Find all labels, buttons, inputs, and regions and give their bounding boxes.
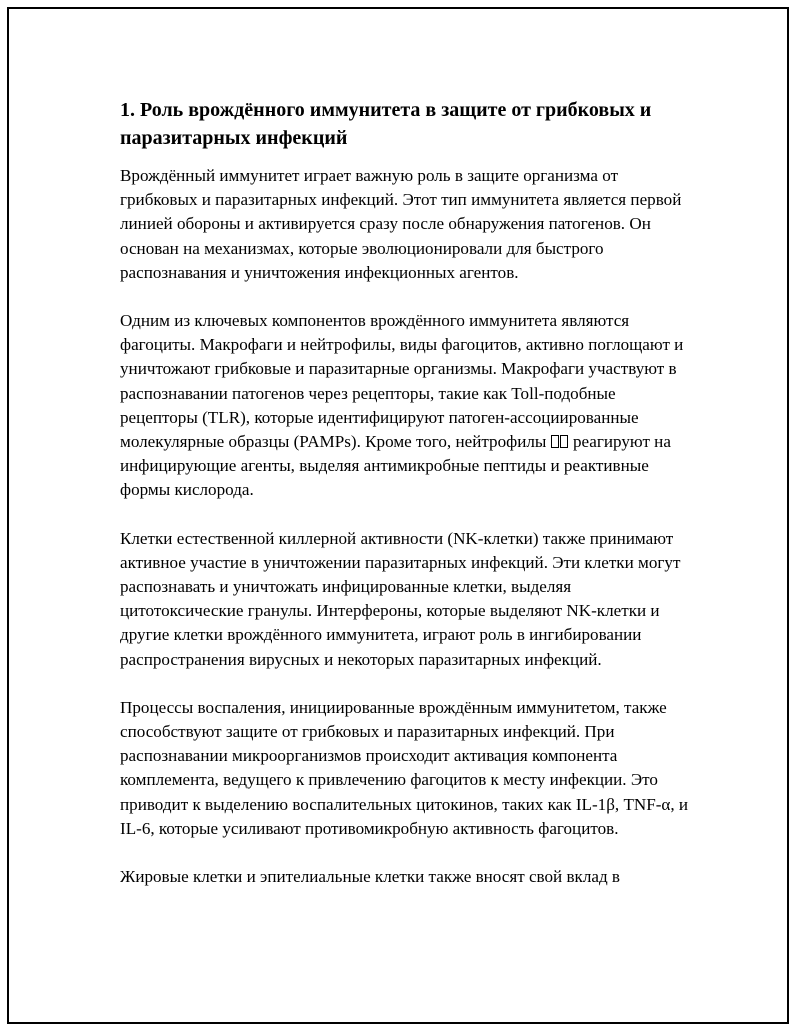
- document-content: [120, 96, 695, 913]
- paragraph-inflammation: Процессы воспаления, инициированные врождённым иммунитетом, также способствуют защите от грибковых и паразитарных инфекций. При распознавании микроорганизмов происходит активация компонента комплемента, ведущего к привлечению фагоцитов к месту инфекции. Это приводит к выделению воспалительных цитокинов, таких как IL-1β, TNF-α, и IL-6, которые усиливают противомикробную активность фагоцитов.: [120, 697, 689, 838]
- paragraph-fat-epithelial: Жировые клетки и эпителиальные клетки также вносят свой вклад в: [120, 867, 621, 887]
- missing-glyph-icon: [560, 435, 568, 448]
- paragraph-nk-cells: Клетки естественной киллерной активности (NK-клетки) также принимают активное участие в уничтожении паразитарных инфекций. Эти клетки могут распознавать и уничтожать инфицированные клетки, выделяя цитотоксические гранулы. Интерфероны, которые выделяют NK-клетки и другие клетки врождённого иммунитета, играют роль в ингибировании распространения вирусных и некоторых паразитарных инфекций.: [120, 528, 681, 669]
- section-heading: 1. Роль врождённого иммунитета в защите от грибковых и паразитарных инфекций: [120, 99, 652, 149]
- paragraph-phagocytes: [120, 309, 695, 503]
- paragraph-innate-immunity: Врождённый иммунитет играет важную роль в защите организма от грибковых и паразитарных инфекций. Этот тип иммунитета является первой линией обороны и активируется сразу после обнаружения патогенов. Он основан на механизмах, которые эволюционировали для быстрого распознавания и уничтожения инфекционных агентов.: [120, 166, 682, 282]
- document-page: [7, 7, 789, 1024]
- paragraph-phagocytes-part2: реагируют на инфицирующие агенты, выделяя антимикробные пептиды и реактивные формы кислорода.: [120, 432, 671, 500]
- missing-glyph-icon: [551, 435, 559, 448]
- paragraph-phagocytes-part1: Одним из ключевых компонентов врождённого иммунитета являются фагоциты. Макрофаги и нейтрофилы, виды фагоцитов, активно поглощают и уничтожают грибковые и паразитарные организмы. Макрофаги участвуют в распознавании патогенов через рецепторы, такие как Toll-подобные рецепторы (TLR), которые идентифицируют патоген-ассоциированные молекулярные образцы (PAMPs). Кроме того, нейтрофилы: [120, 311, 684, 452]
